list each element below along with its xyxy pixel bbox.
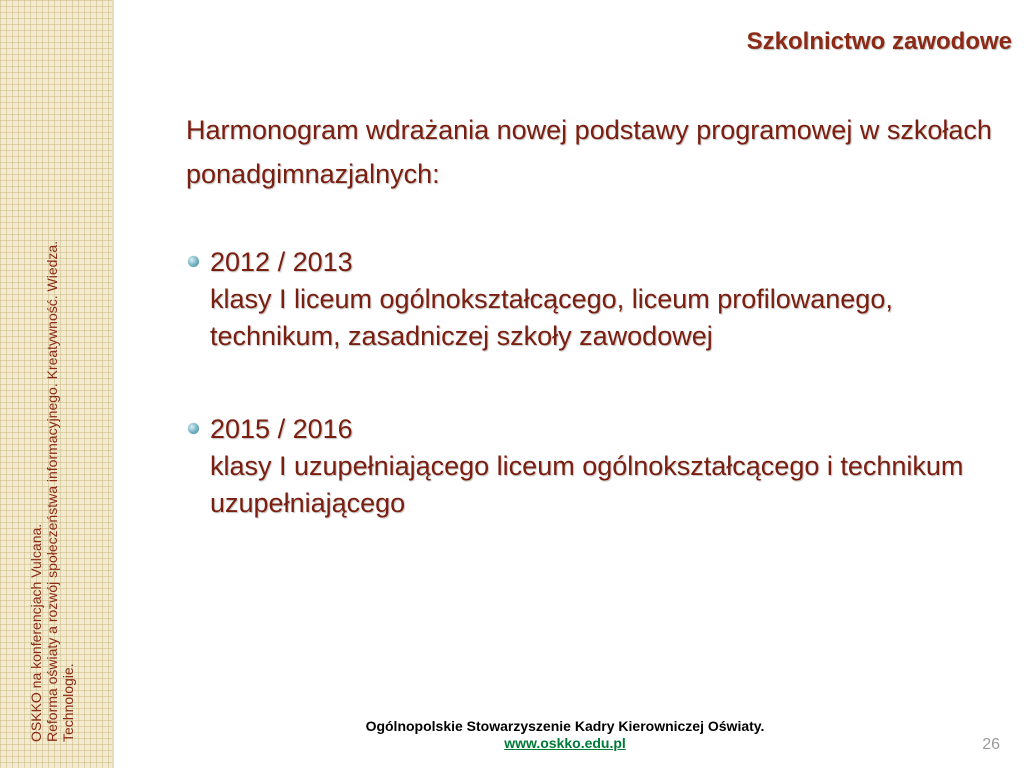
sidebar-caption [28,42,76,742]
bullet-year: 2012 / 2013 [210,247,353,277]
bullet-dot-icon [188,423,199,434]
sidebar-caption-line-3: Technologie. [60,663,76,742]
footer-organization: Ogólnopolskie Stowarzyszenie Kadry Kierowniczej Oświaty. [365,718,765,734]
intro-text: Harmonogram wdrażania nowej podstawy programowej w szkołach ponadgimnazjalnych: [186,115,992,189]
slide-content [186,108,1006,522]
bullet-year: 2015 / 2016 [210,414,353,444]
sidebar-caption-line-2: Reforma oświaty a rozwój społeczeństwa informacyjnego. Kreatywność. Wiedza. [44,240,60,742]
bullet-item [186,244,1006,355]
bullet-item [186,411,1006,522]
page-number: 26 [982,736,1000,753]
bullet-description: klasy I liceum ogólnokształcącego, liceum profilowanego, technikum, zasadniczej szkoły zawodowej [210,284,893,351]
bullet-dot-icon [188,256,199,267]
sidebar-caption-line-1: OSKKO na konferencjach Vulcana. [28,523,44,742]
slide-title: Szkolnictwo zawodowe [746,28,1012,55]
sidebar-decoration [0,0,114,768]
bullet-description: klasy I uzupełniającego liceum ogólnokształcącego i technikum uzupełniającego [210,451,964,518]
footer-website-link[interactable]: www.oskko.edu.pl [504,735,626,751]
bullet-list [186,244,1006,522]
